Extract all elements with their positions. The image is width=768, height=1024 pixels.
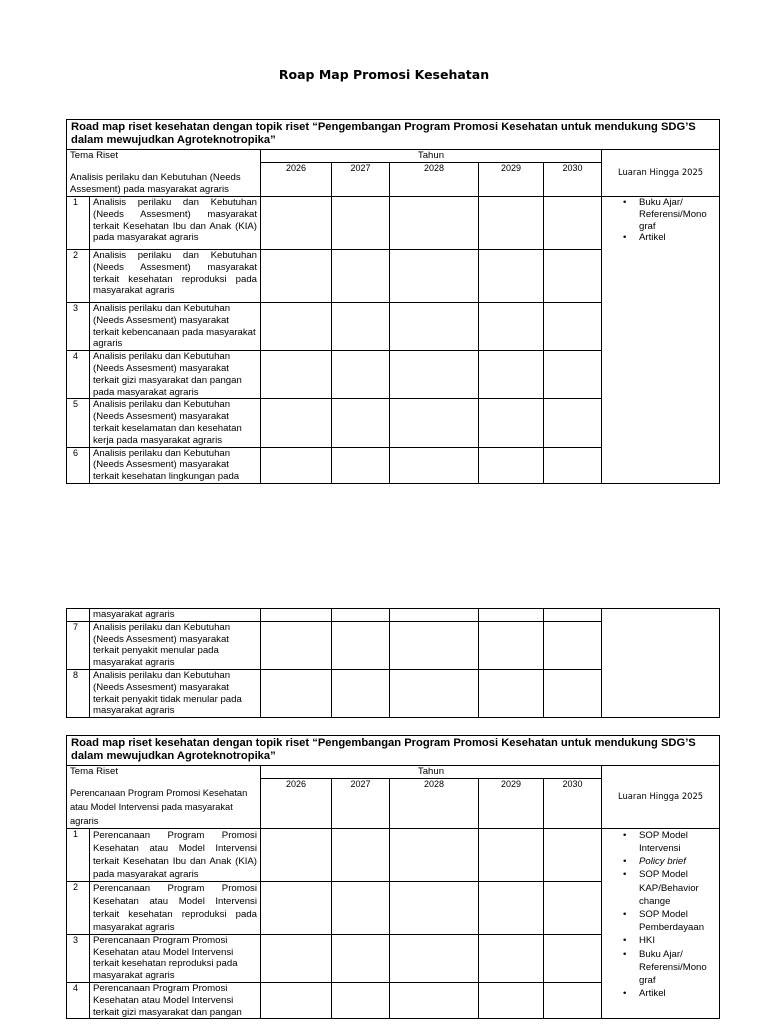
table-row [67, 609, 720, 622]
year-2028: 2028 [390, 162, 479, 196]
theme-text: Analisis perilaku dan Kebutuhan (Needs Assesment) pada masyarakat agraris [70, 171, 241, 195]
row-text: Perencanaan Program Promosi Kesehatan atau Model Intervensi terkait Kesehatan Ibu dan Anak (KIA) pada masyarakat agraris [90, 828, 261, 881]
year-2027: 2027 [332, 779, 390, 828]
roadmap-table-program-planning [66, 735, 720, 1019]
row-number: 7 [67, 621, 90, 669]
year-2029: 2029 [479, 779, 544, 828]
row-text: Analisis perilaku dan Kebutuhan (Needs Assesment) masyarakat terkait keselamatan dan kesehatan kerja pada masyarakat agraris [90, 399, 261, 447]
output-list [605, 197, 716, 244]
year-2027: 2027 [332, 162, 390, 196]
row-text: Analisis perilaku dan Kebutuhan (Needs Assesment) masyarakat terkait kesehatan lingkungan pada [90, 447, 261, 483]
theme-cell [67, 766, 261, 829]
theme-label: Tema Riset [70, 150, 118, 161]
row-text: Perencanaan Program Promosi Kesehatan atau Model Intervensi terkait kesehatan reproduksi pada masyarakat agraris [90, 934, 261, 982]
output-list [605, 829, 716, 1001]
theme-label: Tema Riset [70, 766, 118, 777]
year-2030: 2030 [544, 162, 602, 196]
table-row [67, 197, 720, 250]
row-number: 1 [67, 197, 90, 250]
year-group-header: Tahun [261, 150, 602, 163]
list-item: • Buku Ajar/ Referensi/Mono graf [639, 948, 716, 988]
row-number: 3 [67, 934, 90, 982]
output-cell [602, 197, 720, 484]
page-title: Roap Map Promosi Kesehatan [278, 67, 490, 82]
roadmap-table-needs-assessment-continued [66, 608, 720, 718]
list-item: • SOP Model KAP/Behavior change [639, 868, 716, 908]
year-2028: 2028 [390, 779, 479, 828]
year-2026: 2026 [261, 162, 332, 196]
row-number: 8 [67, 669, 90, 717]
list-item: • Artikel [639, 987, 716, 1000]
list-item: • SOP Model Intervensi [639, 829, 716, 855]
row-number: 2 [67, 881, 90, 934]
row-number: 6 [67, 447, 90, 483]
row-text: Analisis perilaku dan Kebutuhan (Needs Assesment) masyarakat terkait penyakit menular pada masyarakat agraris [90, 621, 261, 669]
row-text: Perencanaan Program Promosi Kesehatan atau Model Intervensi terkait gizi masyarakat dan pangan [90, 982, 261, 1018]
row-number: 1 [67, 828, 90, 881]
table-row [67, 828, 720, 881]
output-header: Luaran Hingga 2025 [602, 150, 720, 197]
list-item: • SOP Model Pemberdayaan [639, 908, 716, 934]
row-number: 3 [67, 303, 90, 351]
row-text: Analisis perilaku dan Kebutuhan (Needs Assesment) masyarakat terkait kesehatan reproduksi pada masyarakat agraris [90, 250, 261, 303]
table-header: Road map riset kesehatan dengan topik riset “Pengembangan Program Promosi Kesehatan untuk mendukung SDG’S dalam mewujudkan Agroteknotropika” [67, 736, 720, 766]
row-number: 2 [67, 250, 90, 303]
year-2026: 2026 [261, 779, 332, 828]
row-text: Analisis perilaku dan Kebutuhan (Needs Assesment) masyarakat terkait Kesehatan Ibu dan Anak (KIA) pada masyarakat agraris [90, 197, 261, 250]
list-item: • Artikel [639, 232, 716, 244]
list-item: • Buku Ajar/ Referensi/Mono graf [639, 197, 716, 232]
theme-text: Perencanaan Program Promosi Kesehatan atau Model Intervensi pada masyarakat agraris [70, 787, 248, 826]
row-text: Analisis perilaku dan Kebutuhan (Needs Assesment) masyarakat terkait gizi masyarakat dan pangan pada masyarakat agraris [90, 351, 261, 399]
theme-cell [67, 150, 261, 197]
year-group-header: Tahun [261, 766, 602, 779]
row-text: Analisis perilaku dan Kebutuhan (Needs Assesment) masyarakat terkait kebencanaan pada masyarakat agraris [90, 303, 261, 351]
year-2029: 2029 [479, 162, 544, 196]
row-number: 5 [67, 399, 90, 447]
row-text: masyarakat agraris [90, 609, 261, 622]
output-header: Luaran Hingga 2025 [602, 766, 720, 829]
table-header: Road map riset kesehatan dengan topik riset “Pengembangan Program Promosi Kesehatan untuk mendukung SDG’S dalam mewujudkan Agroteknotropika” [67, 120, 720, 150]
row-number: 4 [67, 351, 90, 399]
row-text: Analisis perilaku dan Kebutuhan (Needs Assesment) masyarakat terkait penyakit tidak menular pada masyarakat agraris [90, 669, 261, 717]
year-2030: 2030 [544, 779, 602, 828]
list-item: • Policy brief [639, 855, 716, 868]
list-item: • HKI [639, 934, 716, 947]
row-number: 4 [67, 982, 90, 1018]
roadmap-table-needs-assessment [66, 119, 720, 484]
row-text: Perencanaan Program Promosi Kesehatan atau Model Intervensi terkait kesehatan reproduksi pada masyarakat agraris [90, 881, 261, 934]
output-cell [602, 828, 720, 1019]
